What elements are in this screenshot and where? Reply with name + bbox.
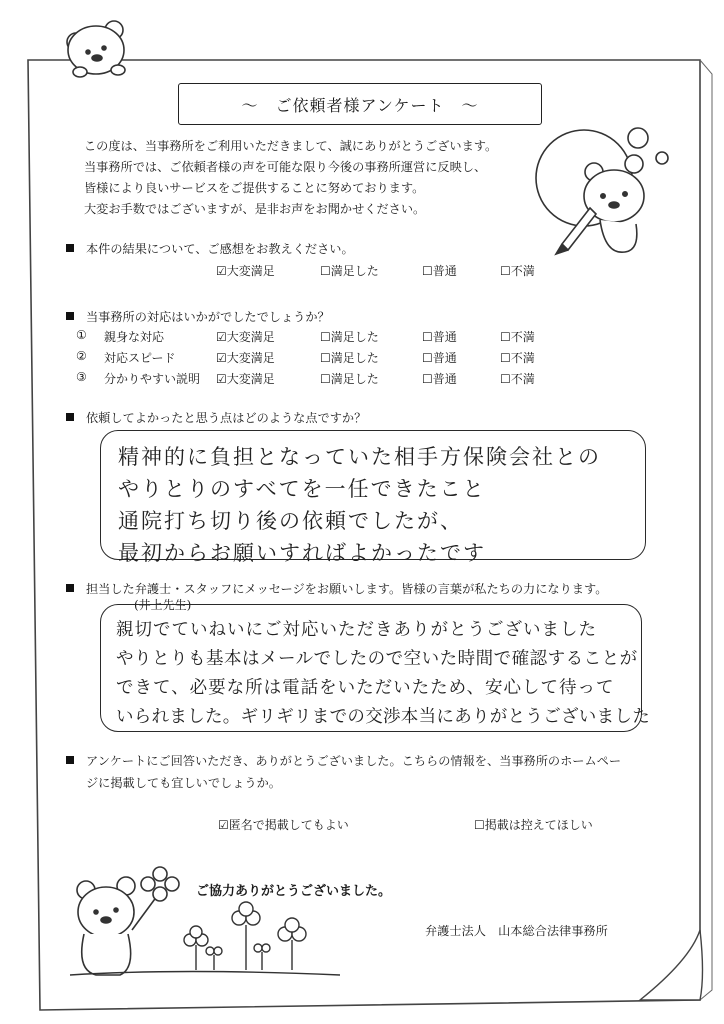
- bullet-square-icon: [66, 756, 74, 764]
- survey-title: [178, 83, 542, 125]
- q2-row-2-satisfied[interactable]: ☐満足した: [320, 351, 379, 365]
- q2-row-1-num: ①: [76, 328, 87, 342]
- question-4: [66, 580, 607, 597]
- intro-line: 当事務所では、ご依頼者様の声を可能な限り今後の事務所運営に反映し、: [84, 160, 487, 174]
- answer-4-line: できて、必要な所は電話をいただいたため、安心して待って: [116, 678, 615, 698]
- q2-row-1-satisfied[interactable]: ☐満足した: [320, 330, 379, 344]
- q2-row-1-label: 親身な対応: [104, 330, 165, 344]
- question-2-text: 当事務所の対応はいかがでしたでしょうか？: [86, 310, 330, 324]
- intro-line: 皆様により良いサービスをご提供することに努めております。: [84, 181, 425, 195]
- question-3: [66, 409, 366, 426]
- survey-title-text: 〜 ご依頼者様アンケート 〜: [241, 95, 479, 115]
- intro-text: [84, 136, 544, 220]
- q1-option-dissatisfied[interactable]: ☐不満: [500, 264, 535, 278]
- q2-row-3-label: 分かりやすい説明: [104, 372, 201, 386]
- question-3-text: 依頼してよかったと思う点はどのような点ですか？: [86, 411, 367, 425]
- bear-top-left-icon: [67, 21, 125, 77]
- bullet-square-icon: [66, 413, 74, 421]
- answer-4-line: やりとりも基本はメールでしたので空いた時間で確認することが: [116, 649, 638, 669]
- answer-4-annotation: (井上先生): [134, 598, 192, 612]
- question-4-text: 担当した弁護士・スタッフにメッセージをお願いします。皆様の言葉が私たちの力になります。: [86, 582, 608, 596]
- q2-row-2-dissatisfied[interactable]: ☐不満: [500, 351, 535, 365]
- bullet-square-icon: [66, 312, 74, 320]
- q2-row-3-num: ③: [76, 370, 87, 384]
- q2-row-2-num: ②: [76, 349, 87, 363]
- thanks-text: ご協力ありがとうございました。: [196, 884, 392, 899]
- intro-line: この度は、当事務所をご利用いただきまして、誠にありがとうございます。: [84, 139, 498, 153]
- q2-row-3-satisfied[interactable]: ☐満足した: [320, 372, 379, 386]
- bear-flower-icon: [77, 867, 179, 975]
- question-2: [66, 308, 330, 325]
- q1-option-satisfied[interactable]: ☐満足した: [320, 264, 379, 278]
- intro-line: 大変お手数ではございますが、是非お声をお聞かせください。: [84, 202, 426, 216]
- question-1-text: 本件の結果について、ご感想をお教えください。: [86, 242, 354, 256]
- clover-flowers-icon: [184, 902, 306, 970]
- curled-corner-icon: [640, 930, 703, 1000]
- q5-option-anonymous-ok[interactable]: ☑匿名で掲載してもよい: [218, 818, 349, 832]
- answer-3-line: やりとりのすべてを一任できたこと: [118, 477, 486, 501]
- answer-3-line: 精神的に負担となっていた相手方保険会社との: [118, 445, 601, 469]
- q1-option-normal[interactable]: ☐普通: [422, 264, 457, 278]
- q2-row-3-dissatisfied[interactable]: ☐不満: [500, 372, 535, 386]
- question-5-continued: ジに掲載しても宜しいでしょうか。: [86, 776, 281, 790]
- answer-3-line: 最初からお願いすればよかったです: [118, 541, 486, 565]
- q2-row-2-label: 対応スピード: [104, 351, 176, 365]
- q2-row-3-normal[interactable]: ☐普通: [422, 372, 457, 386]
- question-5: [66, 752, 621, 769]
- q2-row-1-dissatisfied[interactable]: ☐不満: [500, 330, 535, 344]
- question-1: [66, 240, 354, 257]
- q2-row-2-very-satisfied[interactable]: ☑大変満足: [216, 351, 275, 365]
- q2-row-1-normal[interactable]: ☐普通: [422, 330, 457, 344]
- q1-option-very-satisfied[interactable]: ☑大変満足: [216, 264, 275, 278]
- bear-pencil-icon: [536, 128, 668, 254]
- q5-option-decline[interactable]: ☐掲載は控えてほしい: [474, 818, 593, 832]
- q2-row-3-very-satisfied[interactable]: ☑大変満足: [216, 372, 275, 386]
- answer-3-line: 通院打ち切り後の依頼でしたが、: [118, 509, 463, 533]
- bullet-square-icon: [66, 244, 74, 252]
- answer-4-line: いられました。ギリギリまでの交渉本当にありがとうございました: [116, 707, 650, 727]
- question-5-text: アンケートにご回答いただき、ありがとうございました。こちらの情報を、当事務所のホームペー: [86, 754, 622, 768]
- q2-row-2-normal[interactable]: ☐普通: [422, 351, 457, 365]
- bullet-square-icon: [66, 584, 74, 592]
- firm-name: 弁護士法人 山本総合法律事務所: [425, 924, 608, 938]
- q2-row-1-very-satisfied[interactable]: ☑大変満足: [216, 330, 275, 344]
- answer-4-line: 親切でていねいにご対応いただきありがとうございました: [116, 620, 597, 640]
